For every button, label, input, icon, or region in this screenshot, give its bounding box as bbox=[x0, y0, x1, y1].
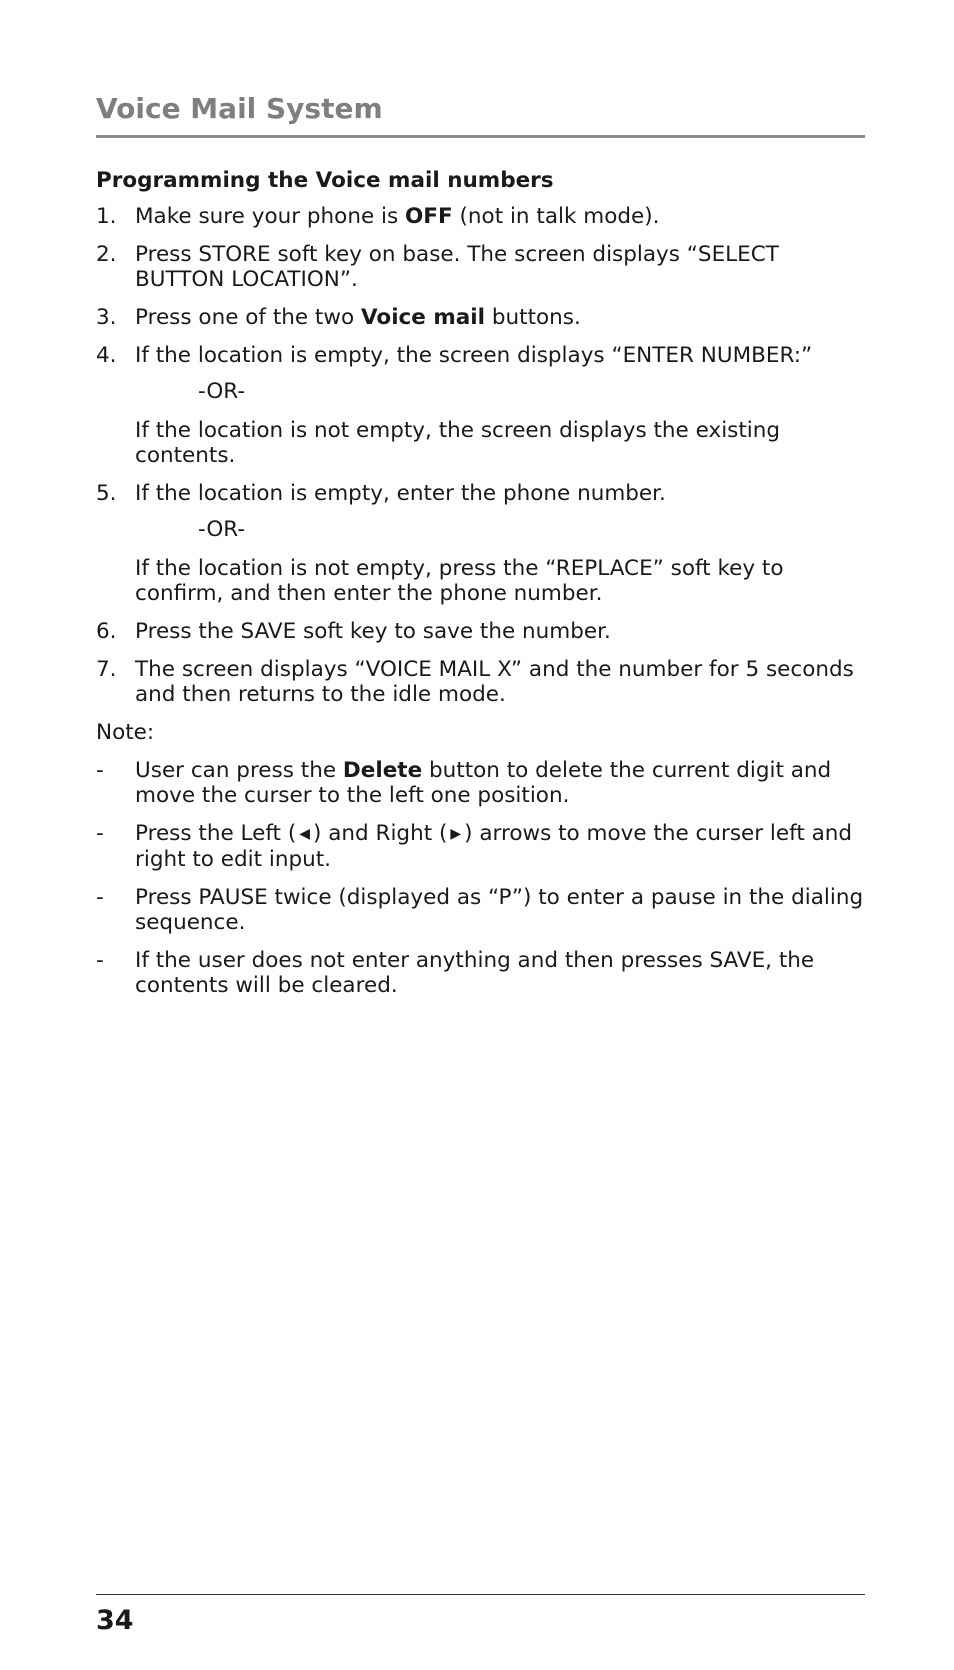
step-text: If the location is empty, the screen displays “ENTER NUMBER:” bbox=[135, 343, 813, 368]
main-content bbox=[96, 168, 871, 1011]
or-separator: -OR- bbox=[198, 517, 246, 542]
page-number: 34 bbox=[96, 1605, 134, 1636]
step-6 bbox=[96, 619, 871, 644]
step-number: 2. bbox=[96, 242, 117, 267]
emphasis-off: OFF bbox=[405, 204, 453, 229]
right-arrow-icon: ▶ bbox=[450, 826, 462, 842]
step-text: Press STORE soft key on base. The screen displays “SELECT BUTTON LOCATION”. bbox=[135, 242, 779, 292]
step-5 bbox=[96, 481, 871, 506]
bullet-marker: - bbox=[96, 821, 104, 846]
bullet-marker: - bbox=[96, 885, 104, 910]
note-item bbox=[96, 821, 871, 872]
bullet-marker: - bbox=[96, 948, 104, 973]
text-run: User can press the bbox=[135, 758, 343, 783]
text-run: (not in talk mode). bbox=[452, 204, 660, 229]
step-text: If the location is empty, enter the phone number. bbox=[135, 481, 666, 506]
step-alternative: If the location is not empty, the screen displays the existing contents. bbox=[135, 418, 781, 468]
bullet-marker: - bbox=[96, 758, 104, 783]
emphasis-voice-mail: Voice mail bbox=[360, 305, 486, 330]
note-text: Press PAUSE twice (displayed as “P”) to enter a pause in the dialing sequence. bbox=[135, 885, 864, 935]
note-text bbox=[135, 821, 871, 872]
step-1 bbox=[96, 204, 871, 229]
step-number: 5. bbox=[96, 481, 117, 506]
step-number: 1. bbox=[96, 204, 117, 229]
step-number: 6. bbox=[96, 619, 117, 644]
step-4 bbox=[96, 343, 871, 368]
footer-divider bbox=[96, 1594, 865, 1595]
text-run: buttons. bbox=[485, 305, 581, 330]
step-text: Press the SAVE soft key to save the number. bbox=[135, 619, 611, 644]
step-2 bbox=[96, 242, 871, 292]
step-text: The screen displays “VOICE MAIL X” and the number for 5 seconds and then returns to the idle mode. bbox=[135, 657, 854, 707]
note-text bbox=[135, 758, 871, 808]
page-header bbox=[96, 92, 864, 126]
emphasis-delete: Delete bbox=[342, 758, 423, 783]
note-label: Note: bbox=[96, 720, 155, 745]
text-run: button to delete the current digit and move the curser to the left one position. bbox=[135, 758, 832, 808]
page-title: Voice Mail System bbox=[96, 92, 383, 125]
text-run: ) and Right ( bbox=[313, 821, 448, 846]
step-text bbox=[135, 204, 871, 229]
text-run: Press one of the two bbox=[135, 305, 361, 330]
step-text bbox=[135, 305, 871, 330]
text-run: Press the Left ( bbox=[135, 821, 297, 846]
header-divider bbox=[96, 135, 865, 138]
text-run: ) arrows to move the curser left and right to edit input. bbox=[135, 821, 853, 872]
note-item bbox=[96, 885, 871, 935]
section-heading: Programming the Voice mail numbers bbox=[96, 168, 554, 193]
step-number: 3. bbox=[96, 305, 117, 330]
text-run: Make sure your phone is bbox=[135, 204, 406, 229]
note-item bbox=[96, 948, 871, 998]
step-number: 4. bbox=[96, 343, 117, 368]
note-item bbox=[96, 758, 871, 808]
or-separator: -OR- bbox=[198, 379, 246, 404]
step-number: 7. bbox=[96, 657, 117, 682]
step-7 bbox=[96, 657, 871, 707]
left-arrow-icon: ◀ bbox=[299, 826, 310, 842]
step-3 bbox=[96, 305, 871, 330]
step-alternative: If the location is not empty, press the “REPLACE” soft key to confirm, and then enter the phone number. bbox=[135, 556, 784, 606]
note-text: If the user does not enter anything and then presses SAVE, the contents will be cleared. bbox=[135, 948, 815, 998]
